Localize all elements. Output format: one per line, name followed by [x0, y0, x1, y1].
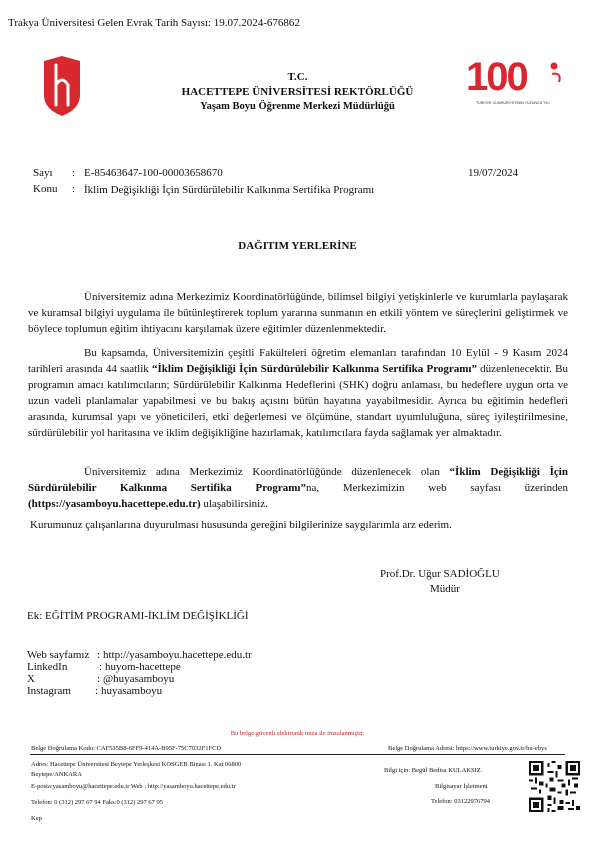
- footer-kep: Kep: [31, 815, 42, 822]
- p3-website-url: (https://yasamboyu.hacettepe.edu.tr): [28, 498, 201, 510]
- contact-separator: :: [99, 661, 103, 673]
- contact-separator: :: [97, 673, 101, 685]
- p3-program-title: “İklim Değişikliği İçin Sürdürülebilir Kalkınma Sertifika Programı”: [28, 466, 568, 494]
- konu-label: Konu: [33, 183, 58, 195]
- attachment-line: Ek: EĞİTİM PROGRAMI-İKLİM DEĞİŞİKLİĞİ: [27, 610, 249, 622]
- p2-program-title: “İklim Değişikliği İçin Sürdürülebilir Kalkınma Sertifika Programı”: [151, 363, 477, 375]
- body-paragraph-1: Üniversitemiz adına Merkezimiz Koordinatörlüğünde, bilimsel bilgiyi yetişkinlerle ve kurumlarla paylaşarak ve kuramsal bilgiyi uygulama ile bütünleştirerek toplum yararına sunmanın en etkili yöntem ve süreçlerini geliştirmek ve böylece toplumun eğitim ihtiyacını karşılamak üzere eğitimler düzenlenmektedir.: [28, 291, 568, 335]
- contact-value: huyasamboyu: [101, 685, 163, 697]
- footer-contact-role: Bilgisayar İşletmeni: [435, 783, 488, 790]
- verification-code: Belge Doğrulama Kodu: CAF535B8-6FF9-414A-B95F-75C7032F1FCD: [31, 745, 222, 752]
- footer-info-contact: Bilgi için: Begül Bedisa KULAKSIZ: [384, 767, 481, 774]
- contact-label: Web sayfamız: [27, 649, 90, 661]
- distribution-heading: DAĞITIM YERLERİNE: [238, 240, 357, 252]
- p2-text-a: Bu kapsamda, Üniversitemizin çeşitli Fakülteleri öğretim elemanları tarafından 10 Eylül - 9 Kasım 2024 tarihleri arasında 44 saatlik: [28, 347, 568, 375]
- incoming-document-stamp: Trakya Üniversitesi Gelen Evrak Tarih Sayısı: 19.07.2024-676862: [8, 17, 300, 29]
- verification-address: Belge Doğrulama Adresi: https://www.turkiye.gov.tr/hu-ebys: [388, 745, 547, 752]
- signatory-name: Prof.Dr. Uğur SADİOĞLU: [380, 568, 500, 580]
- document-date: 19/07/2024: [468, 167, 519, 179]
- signatory-title: Müdür: [430, 583, 460, 595]
- konu-value: İklim Değişikliği İçin Sürdürülebilir Kalkınma Sertifika Programı: [84, 184, 375, 196]
- footer-email-web: E-posta:yasamboyu@hacettepe.edu.tr Web : http://yasamboyu.hacettepe.edu.tr: [31, 783, 236, 790]
- body-paragraph-3: [28, 464, 568, 512]
- footer-contact-phone: Telefon: 03122976794: [431, 798, 490, 805]
- contact-label: Instagram: [27, 685, 71, 697]
- contact-separator: :: [97, 649, 101, 661]
- konu-colon: :: [72, 183, 76, 195]
- p3-text-a: Üniversitemiz adına Merkezimiz Koordinatörlüğünde düzenlenecek olan: [84, 466, 450, 478]
- logo-caption: TÜRKİYE CUMHURİYETİNİN YÜZÜNCÜ YILI: [476, 101, 550, 105]
- header-university: HACETTEPE ÜNİVERSİTESİ REKTÖRLÜĞÜ: [181, 86, 414, 98]
- logo-number: 100: [466, 55, 527, 96]
- contact-label: LinkedIn: [27, 661, 68, 673]
- footer-divider: [30, 754, 565, 755]
- contact-value: huyom-hacettepe: [105, 661, 181, 673]
- sayi-label: Sayı: [33, 167, 53, 179]
- body-paragraph-4: Kurumunuz çalışanlarına duyurulması hususunda gereğini bilgilerinize saygılarımla arz ederim.: [30, 519, 452, 531]
- e-signature-note: Bu belge güvenli elektronik imza ile imzalanmıştır.: [230, 730, 365, 737]
- footer-address: Adres: Hacettepe Üniversitesi Beytepe Yerleşkesi KOSGEB Binası 1. Kat 06800 Beytepe/ANKARA: [31, 761, 242, 778]
- p3-text-c: ulaşabilirsiniz.: [200, 498, 268, 510]
- body-paragraph-2: [28, 345, 568, 441]
- contact-value: @huyasamboyu: [103, 673, 175, 685]
- footer-phone-fax: Telefon: 0 (312) 297 67 94 Faks:0 (312) 297 67 95: [31, 799, 164, 806]
- header-tc: T.C.: [287, 71, 308, 83]
- qr-code-icon: [529, 761, 580, 812]
- p2-text-b: düzenlenecektir. Bu programın amacı katılımcıların; Sürdürülebilir Kalkınma Hedeflerini (SHK) doğru anlaması, bu hedeflere uygun orta ve uzun vadeli planlamalar yapabilmesi ve bu bakış açısını bütün hayatına yayabilmesidir. Ayrıca bu eğitimin hedefleri arasında, kurumsal yapı ve yöneticileri, etki değerlemesi ve ölçümüne, standart uyumluluğuna, süreç iyileştirilmesine, sürdürülebilir yol haritasına ve iklim değişikliğine hazırlamak, katılımcılara fayda sağlamak yer almaktadır.: [28, 363, 568, 439]
- contact-label: X: [27, 673, 35, 685]
- sayi-value: E-85463647-100-00003658670: [84, 167, 223, 179]
- hacettepe-logo: [42, 55, 82, 117]
- header-department: Yaşam Boyu Öğrenme Merkezi Müdürlüğü: [200, 101, 395, 112]
- contact-separator: :: [95, 685, 99, 697]
- contact-value: http://yasamboyu.hacettepe.edu.tr: [103, 649, 252, 661]
- p3-text-b: na, Merkezimizin web sayfası üzerinden: [305, 482, 568, 494]
- sayi-colon: :: [72, 167, 76, 179]
